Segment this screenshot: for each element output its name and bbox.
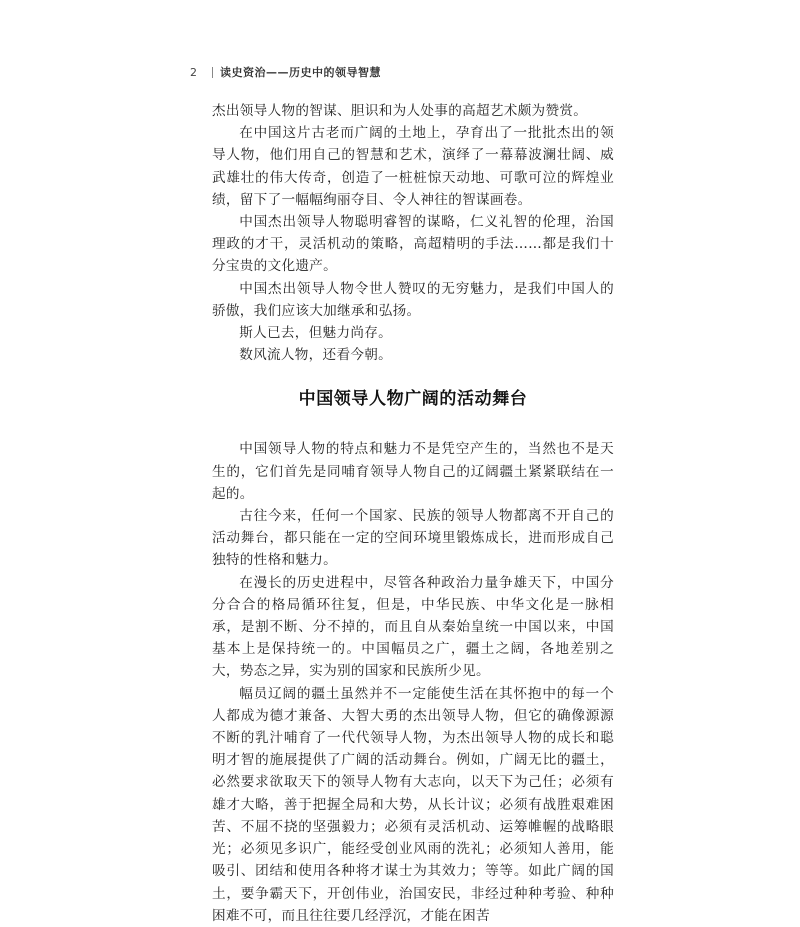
paragraph: 数风流人物，还看今朝。 (239, 347, 393, 364)
paragraph: 杰出领导人物的智谋、胆识和为人处事的高超艺术颇为赞赏。 (212, 103, 588, 119)
book-title: 读史资治——历史中的领导智慧 (220, 66, 381, 79)
page-body (212, 100, 614, 927)
header-divider (212, 67, 213, 78)
section-heading: 中国领导人物广阔的活动舞台 (298, 389, 528, 410)
paragraph: 幅员辽阔的疆土虽然并不一定能使生活在其怀抱中的每一个人都成为德才兼备、大智大勇的杰出领导人物，但它的确像源源不断的乳汁哺育了一代代领导人物，为杰出领导人物的成长和聪明才智的施展提供了广阔的活动舞台。例如，广阔无比的疆土，必然要求欲取天下的领导人物有大志向，以天下为己任；必须有雄才大略，善于把握全局和大势，从长计议；必须有战胜艰难困苦、不屈不挠的坚强毅力；必须有灵活机动、运筹帷幄的战略眼光；必须见多识广，能经受创业风雨的洗礼；必须知人善用，能吸引、团结和使用各种将才谋士为其效力；等等。如此广阔的国土，要争霸天下，开创伟业，治国安民，非经过种种考验、种种困难不可，而且往往要几经浮沉，才能在困苦 (212, 685, 614, 924)
paragraph: 在漫长的历史进程中，尽管各种政治力量争雄天下，中国分分合合的格局循环往复，但是，中华民族、中华文化是一脉相承，是割不断、分不掉的，而且自从秦始皇统一中国以来，中国基本上是保持统一的。中国幅员之广，疆土之阔，各地差别之大，势态之异，实为别的国家和民族所少见。 (212, 574, 614, 680)
running-header (190, 64, 381, 80)
paragraph: 古往今来，任何一个国家、民族的领导人物都离不开自己的活动舞台，都只能在一定的空间环境里锻炼成长，进而形成自己独特的性格和魅力。 (212, 508, 614, 569)
paragraph: 斯人已去，但魅力尚存。 (239, 325, 393, 342)
paragraph: 中国领导人物的特点和魅力不是凭空产生的，当然也不是天生的，它们首先是同哺育领导人物自己的辽阔疆土紧紧联结在一起的。 (212, 441, 614, 502)
paragraph: 中国杰出领导人物聪明睿智的谋略，仁义礼智的伦理，治国理政的才干，灵活机动的策略，高超精明的手法……都是我们十分宝贵的文化遗产。 (212, 214, 614, 275)
paragraph: 在中国这片古老而广阔的土地上，孕育出了一批批杰出的领导人物，他们用自己的智慧和艺术，演绎了一幕幕波澜壮阔、威武雄壮的伟大传奇，创造了一桩桩惊天动地、可歌可泣的辉煌业绩，留下了一幅幅绚丽夺目、令人神往的智谋画卷。 (212, 125, 614, 208)
page-number: 2 (190, 65, 197, 79)
paragraph: 中国杰出领导人物令世人赞叹的无穷魅力，是我们中国人的骄傲，我们应该大加继承和弘扬。 (212, 280, 614, 319)
